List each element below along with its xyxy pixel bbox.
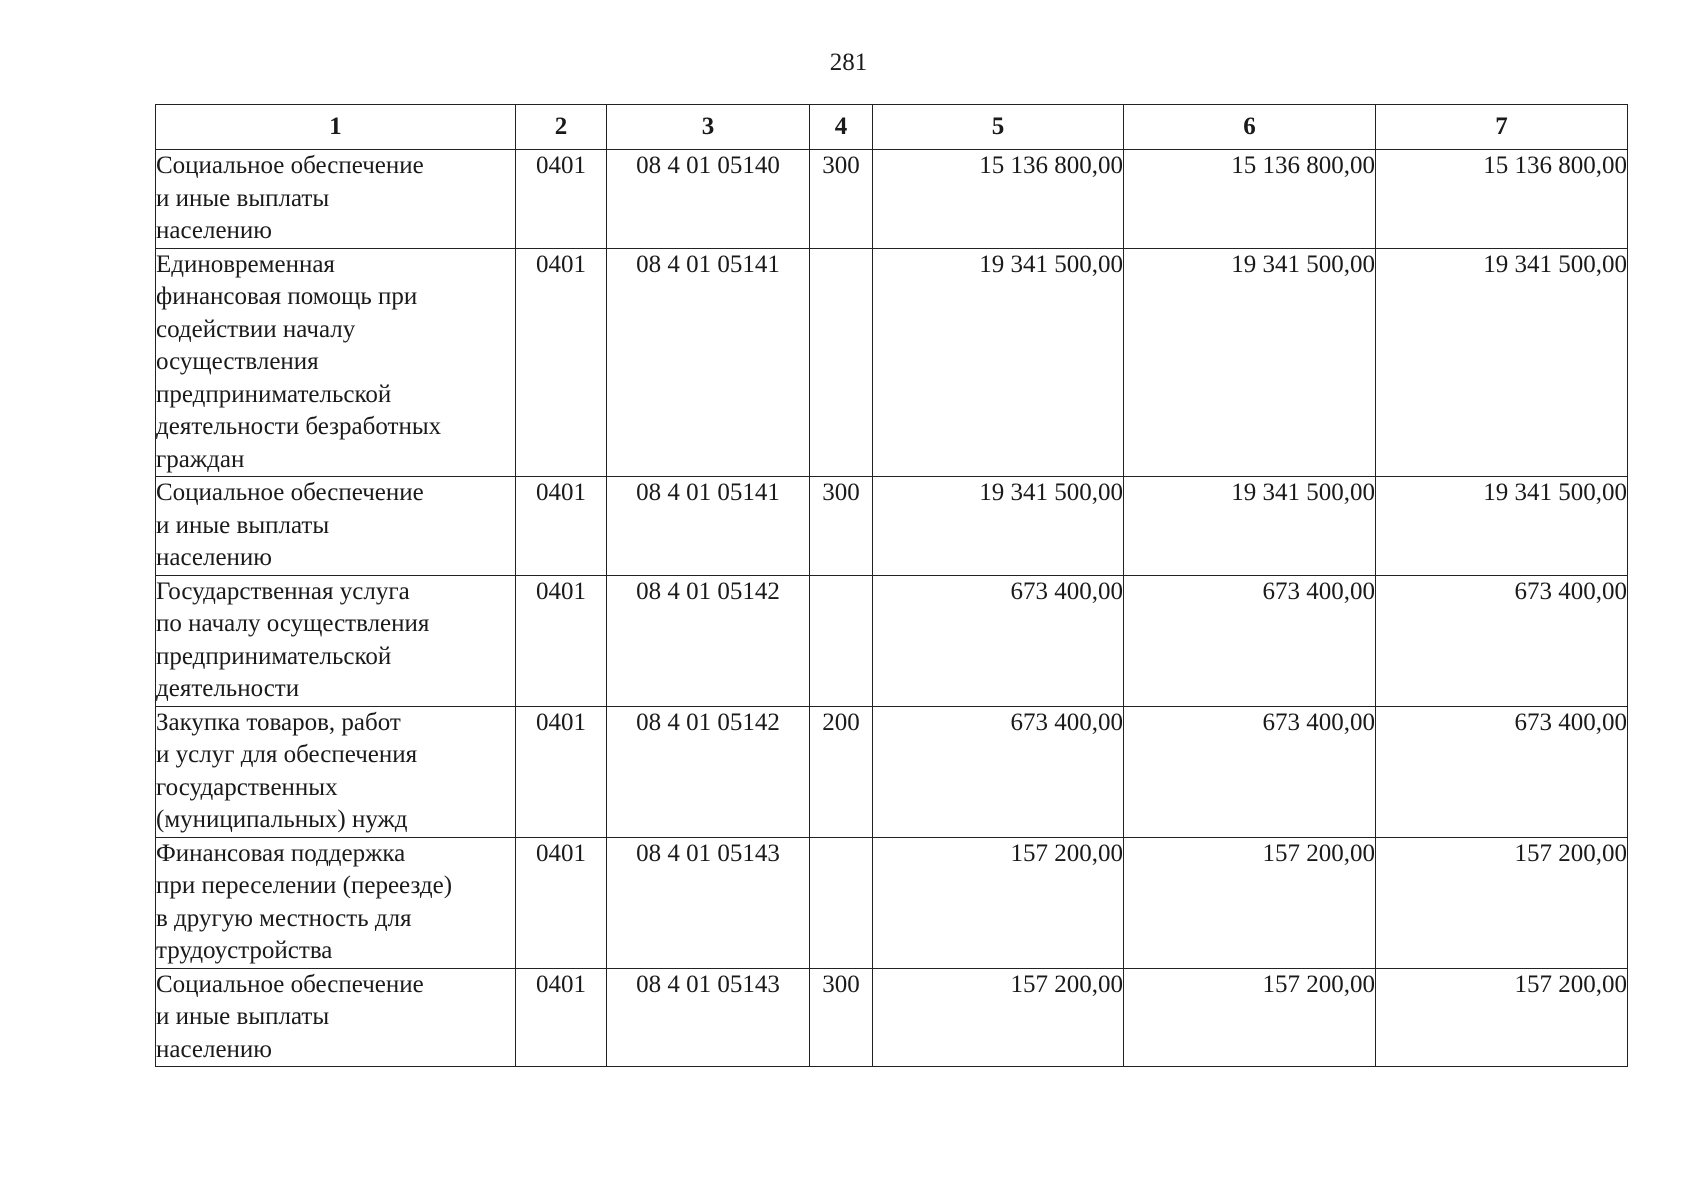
amount-col6-cell: 157 200,00 (1124, 837, 1376, 968)
amount-col5-cell: 15 136 800,00 (873, 150, 1124, 249)
section-code-cell: 0401 (516, 248, 607, 477)
row-name-cell (156, 706, 516, 837)
table-row (156, 575, 1628, 706)
amount-col5-cell: 19 341 500,00 (873, 477, 1124, 576)
row-name-cell (156, 575, 516, 706)
row-name-line: в другую местность для (156, 904, 412, 932)
amount-col7-cell: 19 341 500,00 (1376, 248, 1628, 477)
amount-col5-cell: 157 200,00 (873, 968, 1124, 1067)
target-article-cell: 08 4 01 05141 (607, 248, 810, 477)
row-name-line: деятельности безработных (156, 413, 442, 440)
row-name-line: Единовременная (156, 250, 335, 278)
amount-col6-cell: 19 341 500,00 (1124, 248, 1376, 477)
expense-type-cell: 300 (810, 968, 873, 1067)
amount-col5-cell: 673 400,00 (873, 706, 1124, 837)
amount-col5-cell: 673 400,00 (873, 575, 1124, 706)
column-header-4: 4 (810, 105, 873, 150)
table-row (156, 968, 1628, 1067)
row-name-line: граждан (156, 445, 245, 473)
table-row (156, 706, 1628, 837)
row-name-line: Закупка товаров, работ (156, 708, 401, 736)
column-header-5: 5 (873, 105, 1124, 150)
target-article-cell: 08 4 01 05143 (607, 968, 810, 1067)
row-name-line: государственных (156, 773, 338, 801)
section-code-cell: 0401 (516, 837, 607, 968)
section-code-cell: 0401 (516, 150, 607, 249)
amount-col7-cell: 15 136 800,00 (1376, 150, 1628, 249)
row-name-line: и иные выплаты (156, 1003, 330, 1030)
section-code-cell: 0401 (516, 968, 607, 1067)
table-row (156, 837, 1628, 968)
section-code-cell: 0401 (516, 575, 607, 706)
row-name-line: Социальное обеспечение (156, 152, 424, 179)
row-name-line: предпринимательской (156, 642, 392, 670)
row-name-cell (156, 248, 516, 477)
row-name-line: и иные выплаты (156, 511, 330, 539)
table-row (156, 477, 1628, 576)
amount-col6-cell: 673 400,00 (1124, 575, 1376, 706)
row-name-line: Государственная услуга (156, 577, 410, 605)
row-name-line: Социальное обеспечение (156, 970, 424, 998)
page-number: 281 (829, 49, 868, 76)
row-name-line: осуществления (156, 348, 319, 375)
expense-type-cell: 300 (810, 477, 873, 576)
budget-table (155, 104, 1628, 1067)
column-header-2: 2 (516, 105, 607, 150)
row-name-line: содействии началу (156, 315, 356, 343)
amount-col6-cell: 673 400,00 (1124, 706, 1376, 837)
row-name-line: предпринимательской (156, 380, 392, 408)
target-article-cell: 08 4 01 05142 (607, 706, 810, 837)
section-code-cell: 0401 (516, 477, 607, 576)
expense-type-cell: 300 (810, 150, 873, 249)
row-name-line: и услуг для обеспечения (156, 741, 418, 768)
row-name-line: трудоустройства (156, 937, 333, 964)
row-name-cell (156, 150, 516, 249)
expense-type-cell: 200 (810, 706, 873, 837)
row-name-line: Социальное обеспечение (156, 479, 424, 506)
amount-col6-cell: 157 200,00 (1124, 968, 1376, 1067)
row-name-cell (156, 477, 516, 576)
expense-type-cell (810, 837, 873, 968)
column-header-7: 7 (1376, 105, 1628, 150)
amount-col6-cell: 15 136 800,00 (1124, 150, 1376, 249)
amount-col6-cell: 19 341 500,00 (1124, 477, 1376, 576)
row-name-line: и иные выплаты (156, 184, 330, 212)
column-header-1: 1 (156, 105, 516, 150)
amount-col7-cell: 157 200,00 (1376, 837, 1628, 968)
row-name-line: финансовая помощь при (156, 283, 418, 310)
target-article-cell: 08 4 01 05141 (607, 477, 810, 576)
amount-col5-cell: 19 341 500,00 (873, 248, 1124, 477)
amount-col7-cell: 673 400,00 (1376, 575, 1628, 706)
row-name-line: (муниципальных) нужд (156, 806, 408, 833)
row-name-line: деятельности (156, 675, 300, 702)
amount-col7-cell: 19 341 500,00 (1376, 477, 1628, 576)
expense-type-cell (810, 248, 873, 477)
amount-col5-cell: 157 200,00 (873, 837, 1124, 968)
row-name-line: населению (156, 217, 272, 244)
section-code-cell: 0401 (516, 706, 607, 837)
row-name-line: Финансовая поддержка (156, 839, 406, 867)
header-row (156, 105, 1628, 150)
table-row (156, 150, 1628, 249)
expense-type-cell (810, 575, 873, 706)
row-name-line: при переселении (переезде) (156, 872, 453, 899)
column-header-6: 6 (1124, 105, 1376, 150)
amount-col7-cell: 673 400,00 (1376, 706, 1628, 837)
target-article-cell: 08 4 01 05142 (607, 575, 810, 706)
row-name-cell (156, 968, 516, 1067)
target-article-cell: 08 4 01 05143 (607, 837, 810, 968)
table-row (156, 248, 1628, 477)
row-name-line: по началу осуществления (156, 610, 430, 637)
row-name-line: населению (156, 1035, 272, 1063)
table-body (156, 150, 1628, 1067)
amount-col7-cell: 157 200,00 (1376, 968, 1628, 1067)
row-name-line: населению (156, 544, 272, 571)
row-name-cell (156, 837, 516, 968)
column-header-3: 3 (607, 105, 810, 150)
target-article-cell: 08 4 01 05140 (607, 150, 810, 249)
